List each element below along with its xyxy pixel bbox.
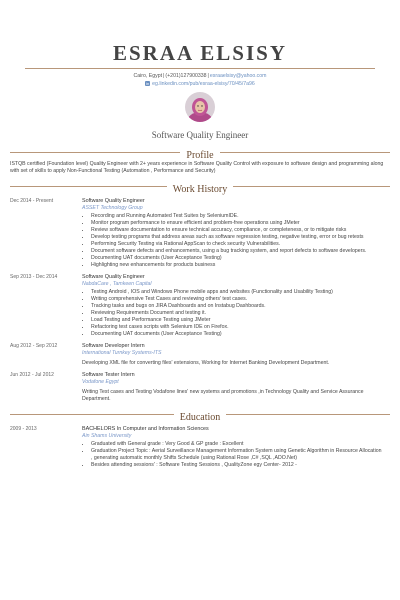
list-item: • Documenting UAT documents (User Acceptance Testing) <box>91 255 384 262</box>
work-entry <box>10 343 390 367</box>
work-entry <box>10 274 390 338</box>
education-entry <box>10 426 390 469</box>
profile-photo <box>185 92 215 122</box>
work-entry <box>10 372 390 403</box>
profile-summary: ISTQB certified (Foundation level) Quality Engineer with 2+ years experience in Software Quality Control with exposure to software design and programming along with set of skills to apply Non-Functional Testing (Automation , Performance and Security) <box>10 161 384 174</box>
company-name: International Turnkey Systems-ITS <box>82 350 162 356</box>
work-entry <box>10 198 390 269</box>
list-item: • Graduation Project Topic : Aerial Surveillance Management Information System using Genetic Algorithm in Resource Allocation , generating automatic monthly Shifts Schedule (using Rational Rose ,C# ,SQL ,ADO.Net) <box>91 448 384 462</box>
list-item: • Document software defects and enhancements, using a bug tracking system, and report defects to software developers. <box>91 248 384 255</box>
profile-heading: Profile <box>10 145 390 159</box>
job-title: Software Developer Intern <box>82 343 145 349</box>
company-name: ASSET Technology Group <box>82 205 143 211</box>
list-item: • Besides attending sessions' : Software Testing Sessions , QualityZone egy Center- 2012 - <box>91 462 384 469</box>
entry-date: Jun 2012 - Jul 2012 <box>10 372 54 378</box>
candidate-name: ESRAA ELSISY <box>113 41 287 65</box>
email-link[interactable]: esraaelsisy@yahoo.com <box>209 73 267 79</box>
phone: (+201)127900338 <box>165 73 207 79</box>
company-name: Vodafone Egypt <box>82 379 119 385</box>
job-description: Developing XML file for converting files' extensions, Working for Internet Banking Development Department. <box>82 360 330 366</box>
duty-list <box>82 289 384 338</box>
duty-list <box>82 213 384 269</box>
list-item: • Load Testing and Performance Testing using JMeter <box>91 317 384 324</box>
work-history-heading: Work History <box>10 179 390 193</box>
list-item: • Monitor program performance to ensure efficient and problem-free operations using JMeter <box>91 220 384 227</box>
list-item: • Graduated with General grade : Very Good & GP grade : Excellent <box>91 441 384 448</box>
list-item: • Refactoring test cases scripts with Selenium IDE on Firefox. <box>91 324 384 331</box>
list-item: • Performing Security Testing via Rational AppScan to check security Vulnerabilities. <box>91 241 384 248</box>
linkedin-link[interactable]: eg.linkedin.com/pub/esraa-elsisy/70/45/7a96 <box>152 81 255 87</box>
name-divider <box>25 68 375 69</box>
list-item: • Writing comprehensive Test Cases and reviewing others' test cases. <box>91 296 384 303</box>
job-title: Software Quality Engineer <box>82 198 145 204</box>
list-item: • Highlighting new enhancements for products business <box>91 262 384 269</box>
headline: Software Quality Engineer <box>151 130 249 140</box>
contact-separator: | <box>207 73 209 79</box>
contact-line <box>10 72 390 80</box>
education-heading: Education <box>10 407 390 421</box>
job-title: Software Quality Engineer <box>82 274 145 280</box>
list-item: • Recording and Running Automated Test Suites by SeleniumIDE. <box>91 213 384 220</box>
entry-date: Dec 2014 - Present <box>10 198 54 204</box>
list-item: • Tracking tasks and bugs on JIRA Dashboards and on Instabug Dashboards. <box>91 303 384 310</box>
list-item: • Testing Android , IOS and Windows Phone mobile apps and websites (Functionality and Usability Testing) <box>91 289 384 296</box>
job-title: Software Tester Intern <box>82 372 135 378</box>
location: Cairo, Egypt <box>133 73 163 79</box>
list-item: • Documenting UAT documents (User Acceptance Testing) <box>91 331 384 338</box>
entry-date: 2009 - 2013 <box>10 426 37 432</box>
entry-date: Sep 2013 - Dec 2014 <box>10 274 58 280</box>
list-item: • Reviewing Requirements Document and testing it. <box>91 310 384 317</box>
linkedin-icon: in <box>146 81 150 87</box>
job-description: Writing Test cases and Testing Vodafone lines' new systems and promotions ,in Technology Quality and Service Assurance Department. <box>82 389 364 402</box>
degree-title: BACHELORS In Computer and Information Sciences <box>82 426 209 432</box>
company-name: NabdaCare , Tamkeen Capital <box>82 281 152 287</box>
school-name: Ain Shams University <box>82 433 132 439</box>
contact-separator: | <box>163 73 165 79</box>
list-item: • Review software documentation to ensure technical accuracy, compliance, or completeness, or to mitigate risks <box>91 227 384 234</box>
entry-date: Aug 2012 - Sep 2012 <box>10 343 58 349</box>
education-list <box>82 441 384 469</box>
list-item: • Develop testing programs that address areas such as software regression testing, negative testing, error or bug retests <box>91 234 384 241</box>
linkedin-line <box>10 80 390 88</box>
